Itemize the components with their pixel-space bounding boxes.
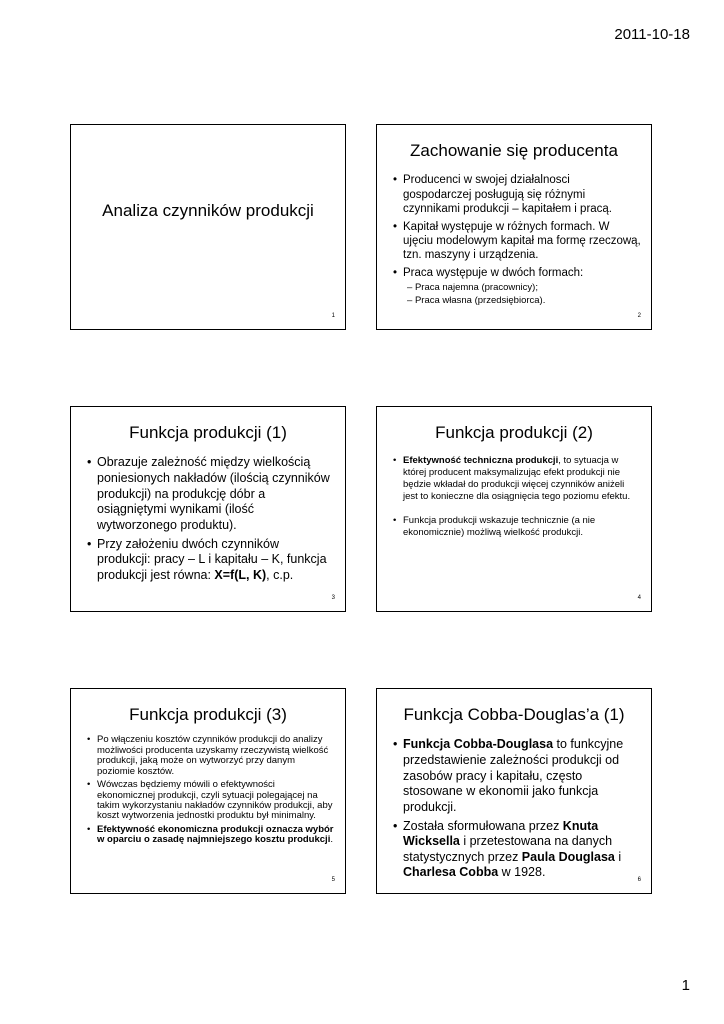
slide-title: Funkcja produkcji (1) (129, 423, 287, 442)
slide-number: 3 (331, 595, 335, 601)
bullet-text: . (330, 834, 333, 846)
slide-3 (70, 406, 346, 612)
bullet-item (87, 825, 335, 846)
slide-5 (70, 688, 346, 894)
page-date: 2011-10-18 (614, 26, 690, 43)
slide-number: 6 (637, 877, 641, 883)
bullet-item (393, 737, 641, 815)
sub-item: – Praca najemna (pracownicy); (407, 282, 641, 295)
slide-title: Funkcja produkcji (2) (435, 423, 593, 442)
slide-title: Funkcja Cobba-Douglas’a (1) (403, 705, 625, 724)
slide-number: 1 (331, 313, 335, 319)
sub-list (407, 282, 641, 308)
bullet-item: • Wówczas będziemy mówili o efektywności ekonomicznej produkcji, czyli sytuacji polegającej na takim wykorzystaniu nakładów czynników produkcji, aby koszt wytworzenia jednostki produktu był minimalny. (87, 780, 335, 822)
bold-term: Charlesa Cobba (403, 865, 499, 880)
bullet-item: • Obrazuje zależność między wielkością poniesionych nakładów (ilością czynników produkcji) na produkcję dóbr a osiągniętymi wynikami (ilość wytworzonego produktu). (87, 455, 335, 533)
slide-number: 2 (637, 313, 641, 319)
bullet-list (87, 455, 335, 583)
slide-2 (376, 124, 652, 330)
bullet-text: to funkcyjne przedstawienie zależności produkcji od zasobów pracy i kapitału, często stosowane w ekonomii jako funkcja produkcji. (403, 737, 624, 814)
bold-term: Efektywność ekonomiczna produkcji oznacza wybór w oparciu o zasadę najmniejszego kosztu produkcji (97, 823, 334, 846)
bullet-text: Została sformułowana przez (403, 818, 563, 833)
bullet-text: , c.p. (266, 567, 294, 582)
bullet-text: , to sytuacja w której producent maksymalizując efekt produkcji nie będzie wkładał do produkcji więcej czynników aniżeli jest to konieczne dla osiągnięcia tego poziomu efektu. (403, 455, 631, 503)
bullet-list (393, 737, 641, 881)
bullet-item: • Producenci w swojej działalnosci gospodarczej posługują się różnymi czynnikami produkcji – kapitałem i pracą. (393, 173, 641, 216)
bullet-item: • Kapitał występuje w różnych formach. W ujęciu modelowym kapitał ma formę rzeczową, tzn. maszyny i urządzenia. (393, 220, 641, 263)
bold-term: Funkcja Cobba-Douglasa (403, 737, 554, 752)
bullet-item (87, 537, 335, 584)
slide-number: 4 (637, 595, 641, 601)
slide-6 (376, 688, 652, 894)
sub-item: – Praca własna (przedsiębiorca). (407, 295, 641, 308)
bullet-item (393, 266, 641, 308)
bullet-list (393, 173, 641, 307)
slide-title: Analiza czynników produkcji (102, 201, 314, 220)
slide-number: 5 (331, 877, 335, 883)
bullet-text: i (614, 849, 622, 864)
slide-4 (376, 406, 652, 612)
bullet-text: Przy założeniu dwóch czynników produkcji: pracy – L i kapitału – K, funkcja produkcji jest równa: (97, 536, 327, 582)
bold-term: Efektywność techniczna produkcji (403, 455, 559, 467)
bullet-item: • Po włączeniu kosztów czynników produkcji do analizy możliwości producenta uzyskamy rzeczywistą wielkość produkcji, jaką może on wytworzyć przy danym poziomie kosztów. (87, 735, 335, 777)
bold-term: Paula Douglasa (521, 849, 615, 864)
slide-1 (70, 124, 346, 330)
bullet-text: i przetestowana na danych statystycznych przez (403, 834, 613, 864)
formula: X=f(L, K) (214, 567, 267, 582)
bullet-text: w 1928. (498, 865, 546, 880)
slide-title: Funkcja produkcji (3) (129, 705, 287, 724)
bold-term: Knuta Wicksella (403, 818, 599, 849)
bullet-list (87, 735, 335, 845)
bullet-item (393, 819, 641, 882)
bullet-text: Praca występuje w dwóch formach: (403, 266, 584, 279)
slide-title: Zachowanie się producenta (410, 141, 618, 160)
bullet-list (393, 455, 641, 538)
bullet-item (393, 455, 641, 503)
page-number: 1 (681, 977, 690, 994)
bullet-item: • Funkcja produkcji wskazuje technicznie (a nie ekonomicznie) możliwą wielkość produkcji. (393, 515, 641, 539)
